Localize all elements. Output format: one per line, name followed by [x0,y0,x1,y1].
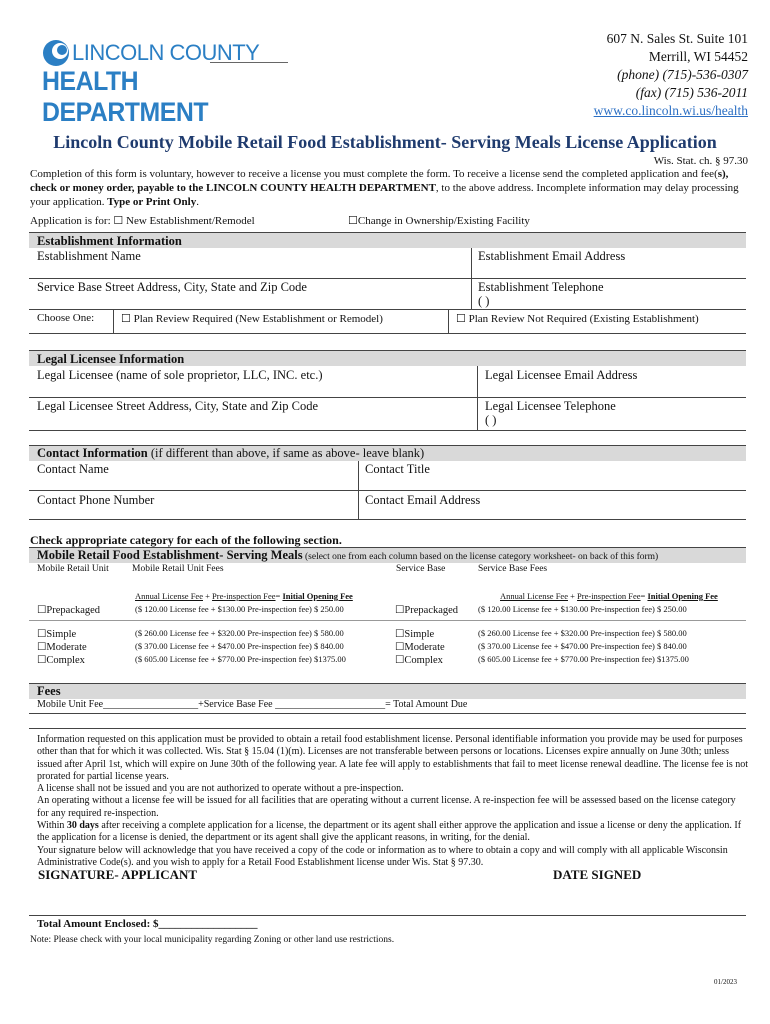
contact-phone-field[interactable]: Contact Phone Number [37,493,155,507]
address-city: Merrill, WI 54452 [648,49,748,64]
base-simple-checkbox[interactable]: ☐Simple [395,629,435,640]
base-fee-header [500,591,718,601]
legal-licensee-name-field[interactable]: Legal Licensee (name of sole proprietor, LLC, INC. etc.) [37,368,323,382]
info-p4-days: 30 days [66,820,99,832]
base-simple-fee: ($ 260.00 License fee + $320.00 Pre-inspection fee) $ 580.00 [478,628,687,638]
date-signed-label: DATE SIGNED [553,867,642,882]
unit-fee-header [135,591,353,601]
plan-review-required-checkbox[interactable]: ☐ Plan Review Required (New Establishment or Remodel) [121,313,383,325]
category-header-title: Mobile Retail Food Establishment- Serving Meals [37,548,303,562]
base-moderate-fee: ($ 370.00 License fee + $470.00 Pre-inspection fee) $ 840.00 [478,641,687,651]
info-paragraph-5: Your signature below will acknowledge that you have received a copy of the code or information as to where to obtain a copy and will comply with all applicable Wisconsin Administrative Code(s). and you wish to apply for a Retail Food Establishment license under Wis. Stat § 97.30. [37,844,728,868]
establishment-name-field[interactable]: Establishment Name [37,249,141,263]
info-paragraph-1: Information requested on this application must be provided to obtain a retail food establishment license. Personal identifiable information you provide may be used for purposes other than that for which it was collected. Wis. Stat § 15.04 (1)(m). Licenses are not transferable between persons or locations. Licenses expire annually on June 30th; unless issued after April 1st, which will expire on June 30th of the following year. A late fee will apply to establishments that fail to meet license renewal deadline. The license fee is not prorated for partial license years. [37,734,749,782]
category-header-note: (select one from each column based on the license category worksheet- on back of this form) [302,552,659,562]
unit-fee-head-e: Initial Opening Fee [282,591,353,601]
unit-fee-head-a: Annual License Fee [135,591,203,601]
info-paragraph-2: A license shall not be issued and you are not authorized to operate without a pre-inspection. [37,783,404,795]
contact-email-field[interactable]: Contact Email Address [365,493,481,507]
contact-header-title: Contact Information [37,446,148,460]
col-service-base: Service Base [396,564,446,574]
intro-text-type: Type or Print Only [104,196,197,208]
establishment-header: Establishment Information [37,234,182,248]
fees-header-bar [29,684,746,699]
information-notice [37,734,749,869]
unit-moderate-checkbox[interactable]: ☐Moderate [37,642,87,653]
establishment-telephone-format: ( ) [478,294,490,308]
establishment-telephone-field[interactable]: Establishment Telephone [478,280,604,294]
address-fax: (fax) (715) 536-2011 [635,85,748,100]
address-street: 607 N. Sales St. Suite 101 [606,31,748,46]
legal-licensee-telephone-field[interactable]: Legal Licensee Telephone [485,399,616,413]
plan-review-not-required-checkbox[interactable]: ☐ Plan Review Not Required (Existing Establishment) [456,313,699,325]
unit-simple-fee: ($ 260.00 License fee + $320.00 Pre-inspection fee) $ 580.00 [135,628,344,638]
base-moderate-checkbox[interactable]: ☐Moderate [395,642,445,653]
intro-paragraph [30,167,745,209]
fees-calculation-line[interactable]: Mobile Unit Fee___________________+Service Base Fee ______________________= Total Amount Due [37,699,468,710]
department-address [594,30,748,120]
zoning-note: Note: Please check with your local municipality regarding Zoning or other land use restrictions. [30,935,395,945]
base-prepackaged-checkbox[interactable]: ☐Prepackaged [395,605,459,616]
unit-fee-head-b: + [202,591,213,601]
licensee-header: Legal Licensee Information [37,352,185,366]
unit-fee-head-d: = [275,591,283,601]
base-fee-head-b: + [567,591,578,601]
logo-divider [210,62,288,63]
intro-text-end: . [196,196,199,208]
choose-one-label: Choose One: [37,312,95,324]
unit-fee-head-c: Pre-inspection Fee [212,591,276,601]
unit-simple-checkbox[interactable]: ☐Simple [37,629,77,640]
address-phone: (phone) (715)-536-0307 [617,67,748,82]
intro-text-2: , to the above address. Incomplete information may delay processing your application. [30,182,739,208]
unit-moderate-fee: ($ 370.00 License fee + $470.00 Pre-inspection fee) $ 840.00 [135,641,344,651]
category-header [37,548,658,563]
logo-mark-icon [42,38,70,68]
col-service-base-fees: Service Base Fees [478,564,548,574]
total-amount-enclosed[interactable]: Total Amount Enclosed: $__________________ [37,918,258,930]
base-fee-head-c: Pre-inspection Fee [577,591,641,601]
statute-reference: Wis. Stat. ch. § 97.30 [653,155,748,167]
category-instruction: Check appropriate category for each of the following section. [30,533,342,547]
fees-header: Fees [37,684,61,698]
intro-text-1: Completion of this form is voluntary, however to receive a license you must complete the form. To receive a license send the completed application and fee( [30,168,718,180]
application-for [30,214,255,227]
service-base-address-field[interactable]: Service Base Street Address, City, State and Zip Code [37,280,307,294]
intro-text-bold: s), check or money order, payable to the LINCOLN COUNTY HEALTH DEPARTMENT [30,168,729,194]
contact-name-field[interactable]: Contact Name [37,462,109,476]
base-fee-head-e: Initial Opening Fee [647,591,718,601]
info-p4-c: after receiving a complete application for a license, the department or its agent shall either approve the application and issue a license or deny the application. If the application for a license is denied, the department or its agent shall give the applicant reasons, in writing, for the denial. [37,820,742,844]
signature-applicant-label: SIGNATURE- APPLICANT [38,867,198,882]
application-for-label: Application is for: [30,215,111,227]
info-paragraph-3: An operating without a license fee will be issued for all facilities that are operating without a current license. A re-inspection fee will be assessed based on the license category for any required re-inspection. [37,795,736,819]
revision-date: 01/2023 [714,978,737,986]
page-title: Lincoln County Mobile Retail Food Establishment- Serving Meals License Application [53,132,717,152]
establishment-email-field[interactable]: Establishment Email Address [478,249,626,263]
unit-prepackaged-checkbox[interactable]: ☐Prepackaged [37,605,101,616]
legal-licensee-telephone-format: ( ) [485,413,497,427]
logo-text-bottom: HEALTH DEPARTMENT [42,66,209,127]
contact-header-note: (if different than above, if same as above- leave blank) [147,446,425,460]
health-department-logo [42,36,302,127]
contact-header [37,446,424,461]
info-paragraph-4 [37,820,749,845]
unit-complex-checkbox[interactable]: ☐Complex [37,655,85,666]
base-fee-head-d: = [640,591,648,601]
base-prepackaged-fee: ($ 120.00 License fee + $130.00 Pre-inspection fee) $ 250.00 [478,604,687,614]
contact-title-field[interactable]: Contact Title [365,462,430,476]
unit-prepackaged-fee: ($ 120.00 License fee + $130.00 Pre-inspection fee) $ 250.00 [135,604,344,614]
website-link[interactable]: www.co.lincoln.wi.us/health [593,103,748,118]
legal-licensee-email-field[interactable]: Legal Licensee Email Address [485,368,638,382]
change-ownership-checkbox[interactable]: ☐Change in Ownership/Existing Facility [348,215,530,227]
info-p4-a: Within [37,820,67,832]
base-complex-fee: ($ 605.00 License fee + $770.00 Pre-inspection fee) $1375.00 [478,654,689,664]
col-mobile-retail-unit: Mobile Retail Unit [37,564,109,574]
new-establishment-checkbox[interactable]: ☐ New Establishment/Remodel [113,215,255,227]
unit-complex-fee: ($ 605.00 License fee + $770.00 Pre-inspection fee) $1375.00 [135,654,346,664]
logo-text-top: LINCOLN COUNTY [72,40,260,65]
base-fee-head-a: Annual License Fee [500,591,568,601]
legal-licensee-address-field[interactable]: Legal Licensee Street Address, City, State and Zip Code [37,399,319,413]
col-mobile-retail-unit-fees: Mobile Retail Unit Fees [132,564,224,574]
base-complex-checkbox[interactable]: ☐Complex [395,655,443,666]
